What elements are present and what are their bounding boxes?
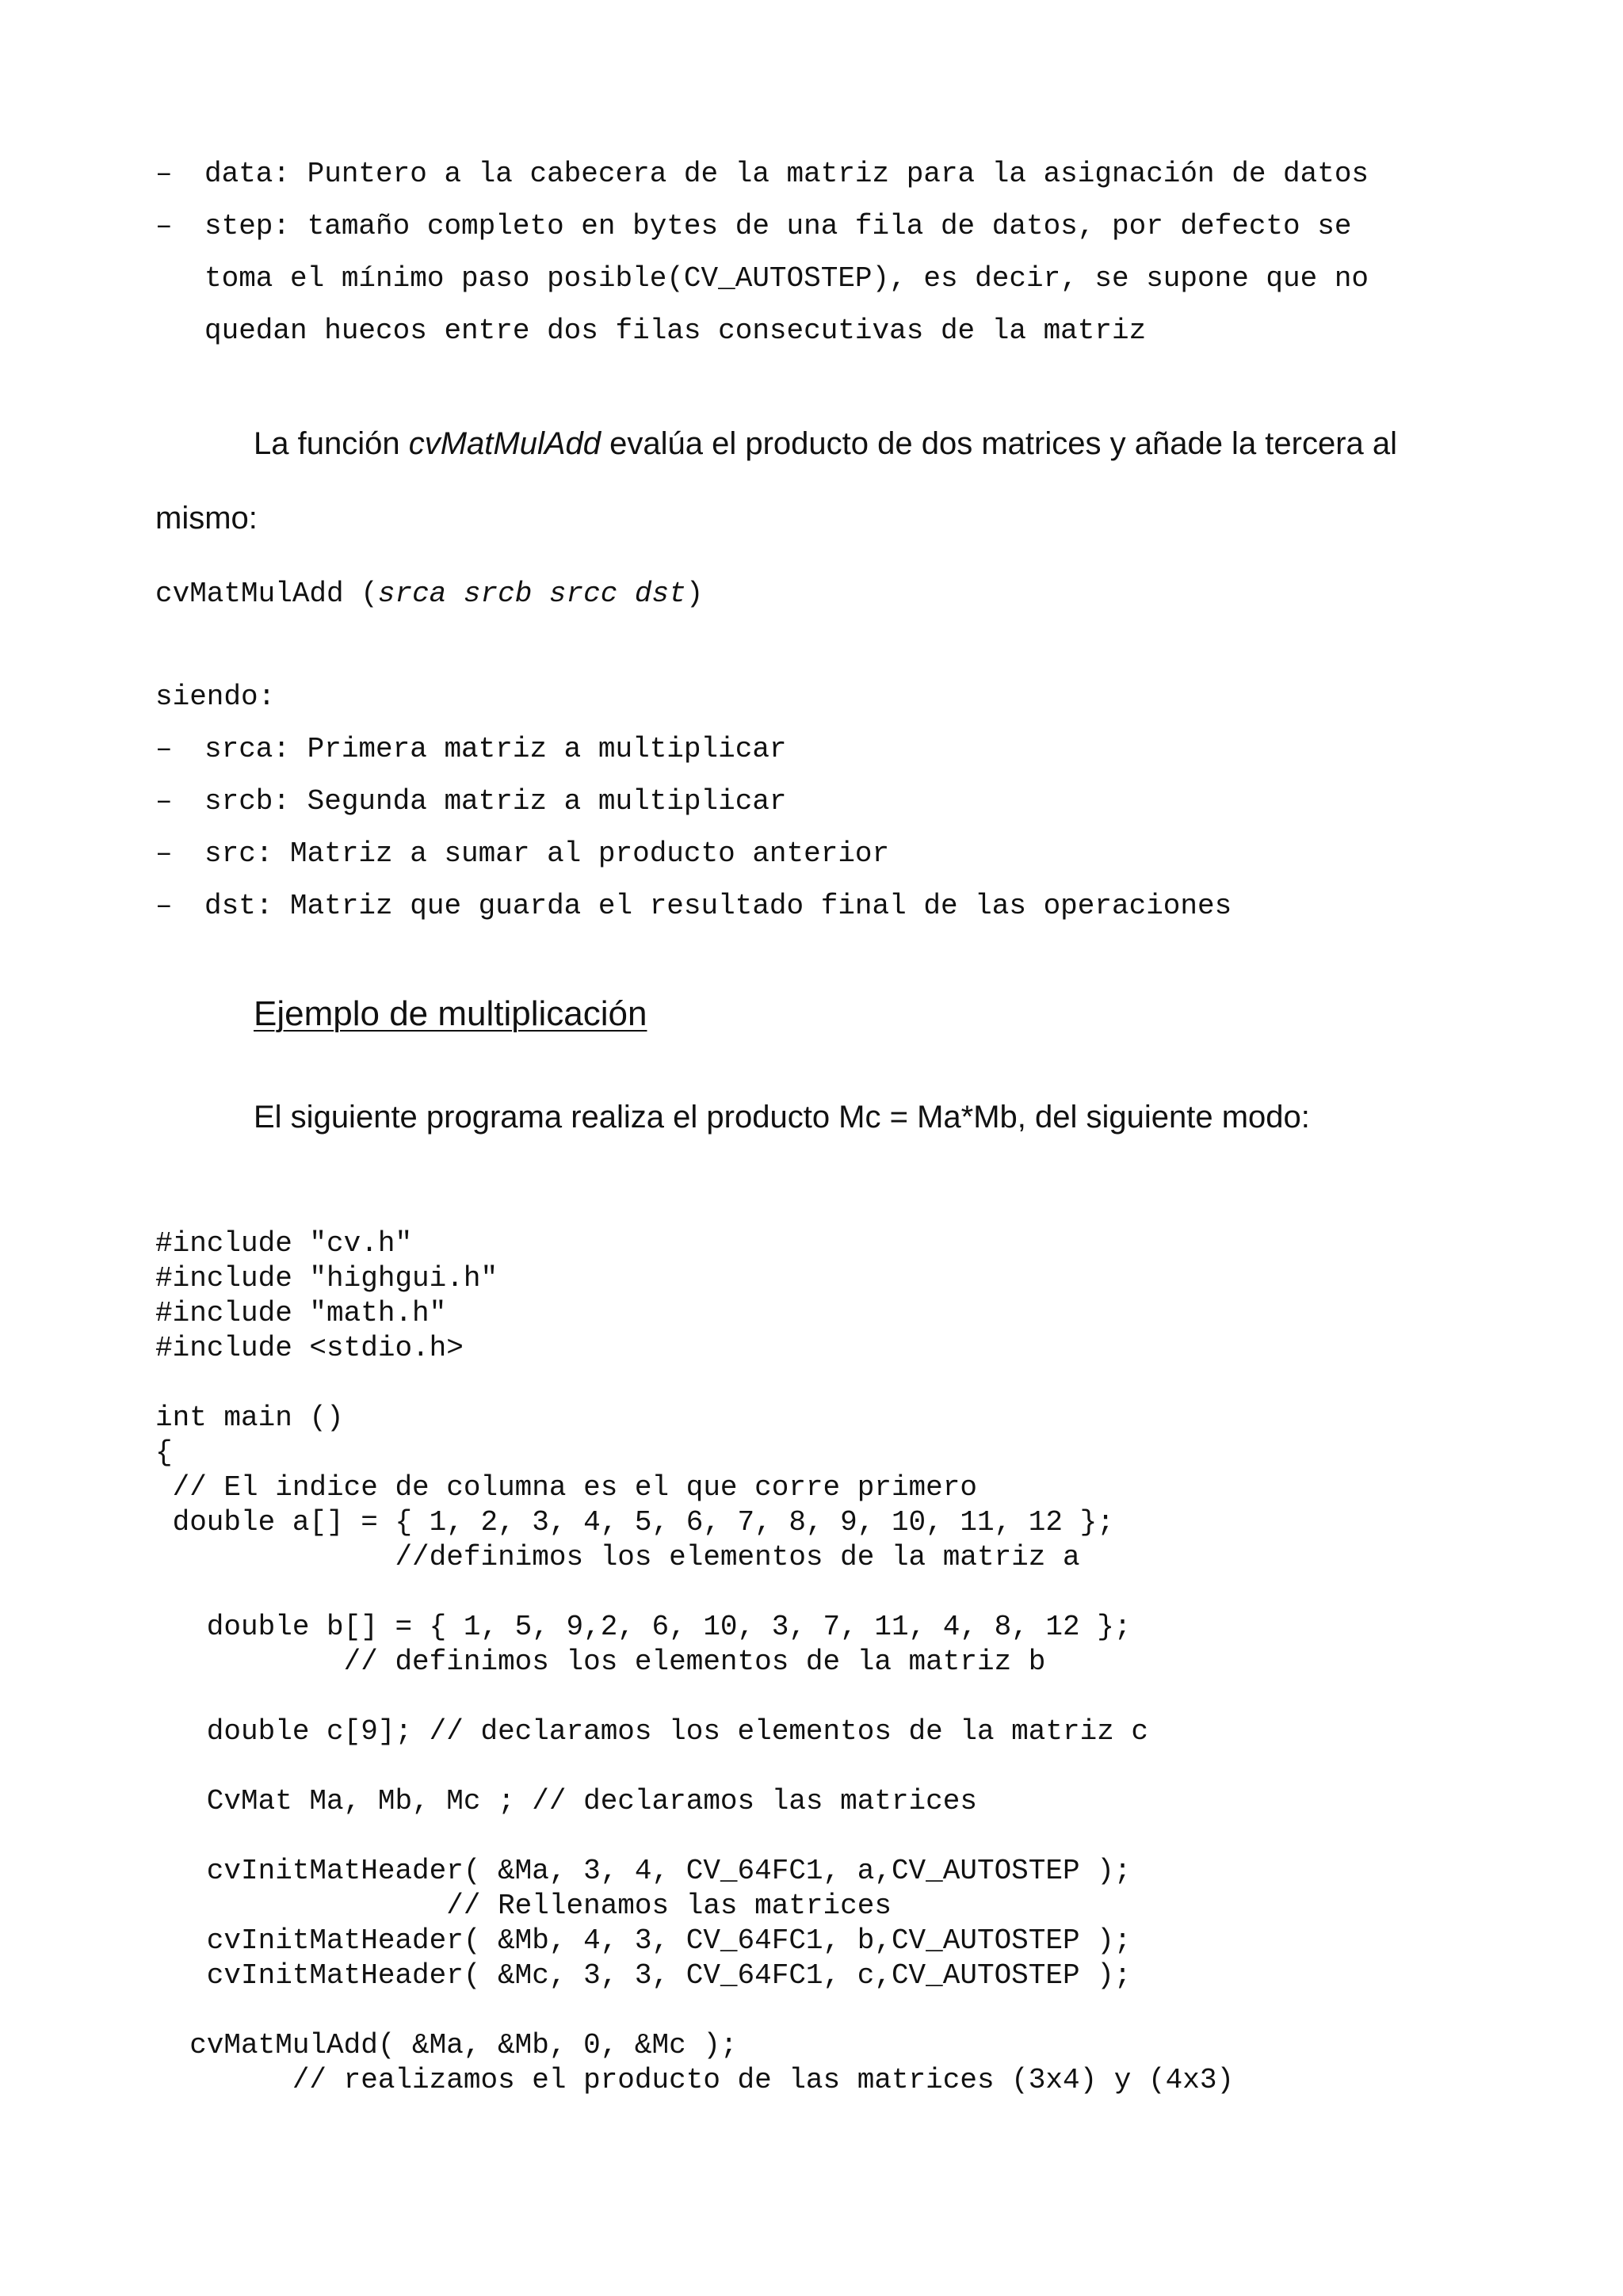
paragraph-intro-before: La función (254, 426, 409, 461)
code-line (155, 1819, 1234, 1854)
function-name: cvMatMulAdd (408, 426, 601, 461)
section-heading: Ejemplo de multiplicación (254, 994, 647, 1033)
code-line: cvInitMatHeader( &Ma, 3, 4, CV_64FC1, a,CV_AUTOSTEP ); (155, 1855, 1132, 1887)
code-line (155, 1680, 1234, 1714)
function-signature (155, 580, 703, 608)
paragraph-intro-after: evalúa el producto de dos matrices y añade la tercera al (601, 426, 1398, 461)
code-line: #include "highgui.h" (155, 1262, 498, 1295)
code-line: cvInitMatHeader( &Mb, 4, 3, CV_64FC1, b,CV_AUTOSTEP ); (155, 1924, 1132, 1957)
code-line: // El indice de columna es el que corre primero (155, 1471, 977, 1504)
code-line (155, 1575, 1234, 1610)
code-line: int main () (155, 1402, 344, 1434)
code-line: #include "math.h" (155, 1297, 447, 1329)
param-srcb-item: srcb: Segunda matriz a multiplicar (204, 785, 787, 818)
code-line: //definimos los elementos de la matriz a (155, 1541, 1080, 1573)
code-line: double a[] = { 1, 2, 3, 4, 5, 6, 7, 8, 9, 10, 11, 12 }; (155, 1506, 1114, 1539)
code-block (155, 1226, 1234, 2098)
list-dash: – (155, 837, 173, 870)
signature-args: srca srcb srcc dst (377, 578, 686, 610)
siendo-label: siendo: (155, 681, 276, 713)
paragraph-intro (254, 428, 1397, 460)
code-line (155, 1749, 1234, 1784)
code-line: CvMat Ma, Mb, Mc ; // declaramos las matrices (155, 1785, 977, 1817)
list-dash: – (155, 210, 173, 242)
paragraph-example: El siguiente programa realiza el producto Mc = Ma*Mb, del siguiente modo: (254, 1100, 1310, 1135)
code-line: // definimos los elementos de la matriz b (155, 1646, 1046, 1678)
code-line: #include <stdio.h> (155, 1332, 464, 1364)
param-step-continuation: quedan huecos entre dos filas consecutivas de la matriz (204, 315, 1147, 347)
param-srca-item: srca: Primera matriz a multiplicar (204, 733, 787, 765)
code-line: // realizamos el producto de las matrices (3x4) y (4x3) (155, 2064, 1235, 2096)
param-step-item: step: tamaño completo en bytes de una fila de datos, por defecto se (204, 210, 1352, 242)
param-step-continuation: toma el mínimo paso posible(CV_AUTOSTEP), es decir, se supone que no (204, 262, 1369, 295)
param-data-item: data: Puntero a la cabecera de la matriz para la asignación de datos (204, 158, 1369, 190)
param-src-item: src: Matriz a sumar al producto anterior (204, 837, 890, 870)
signature-name: cvMatMulAdd ( (155, 578, 378, 610)
code-line: { (155, 1436, 173, 1469)
code-line: double b[] = { 1, 5, 9,2, 6, 10, 3, 7, 11, 4, 8, 12 }; (155, 1611, 1132, 1643)
code-line: cvInitMatHeader( &Mc, 3, 3, CV_64FC1, c,CV_AUTOSTEP ); (155, 1959, 1132, 1992)
list-dash: – (155, 785, 173, 818)
code-line (155, 1993, 1234, 2028)
code-line: #include "cv.h" (155, 1227, 413, 1260)
signature-close: ) (685, 578, 704, 610)
list-dash: – (155, 890, 173, 922)
list-dash: – (155, 158, 173, 190)
code-line: double c[9]; // declaramos los elementos de la matriz c (155, 1715, 1149, 1748)
param-dst-item: dst: Matriz que guarda el resultado final de las operaciones (204, 890, 1232, 922)
code-line: cvMatMulAdd( &Ma, &Mb, 0, &Mc ); (155, 2029, 738, 2061)
code-line: // Rellenamos las matrices (155, 1890, 892, 1922)
code-line (155, 1366, 1234, 1401)
paragraph-intro-line2: mismo: (155, 501, 258, 536)
list-dash: – (155, 733, 173, 765)
